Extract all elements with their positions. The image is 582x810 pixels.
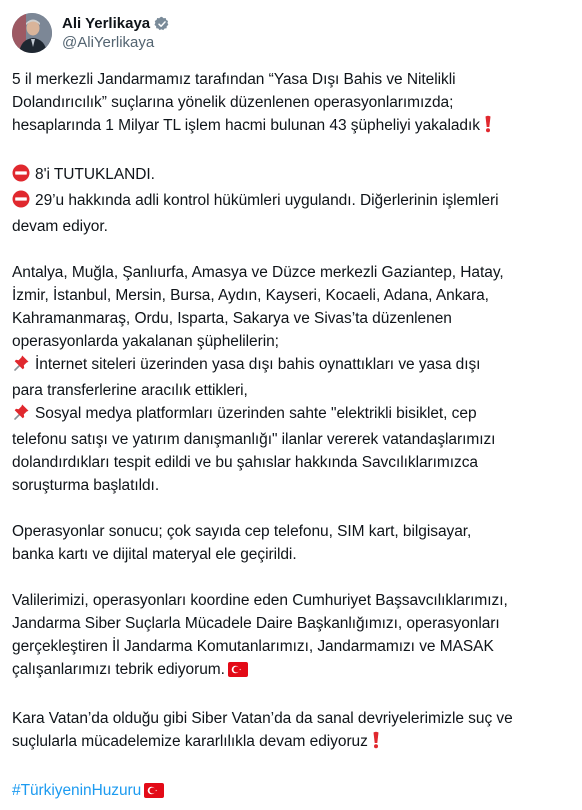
tweet-text: [12, 68, 574, 805]
pushpin-icon: [12, 403, 30, 428]
turkey-flag-icon: [144, 782, 164, 805]
text-line: Kara Vatan’da olduğu gibi Siber Vatan’da da sanal devriyelerimizle suç ve: [12, 710, 513, 727]
text-line: İzmir, İstanbul, Mersin, Bursa, Aydın, Kayseri, Kocaeli, Adana, Ankara,: [12, 287, 489, 304]
text-line: [12, 353, 574, 379]
text-line: Dolandırıcılık” suçlarına yönelik düzenlenen operasyonlarımızda;: [12, 94, 454, 111]
text-line: telefonu satışı ve yatırım danışmanlığı" ilanlar vererek vatandaşlarımızı: [12, 431, 496, 448]
author-handle[interactable]: @AliYerlikaya: [62, 34, 155, 51]
closing-paragraph: [12, 707, 574, 756]
text-span: İnternet siteleri üzerinden yasa dışı bahis oynattıkları ve yasa dışı: [35, 356, 481, 373]
text-line: soruşturma başlatıldı.: [12, 477, 160, 494]
text-line: Antalya, Muğla, Şanlıurfa, Amasya ve Düzce merkezli Gaziantep, Hatay,: [12, 264, 504, 281]
text-line: Jandarma Siber Suçlarla Mücadele Daire Başkanlığımızı, operasyonları: [12, 615, 500, 632]
text-line: [12, 189, 574, 215]
author-names: [62, 14, 170, 52]
text-line: Kahramanmaraş, Ordu, Isparta, Sakarya ve Sivas’ta düzenlenen: [12, 310, 452, 327]
verified-badge-icon: [154, 16, 170, 32]
exclamation-icon: [371, 731, 381, 756]
text-line: banka kartı ve dijital materyal ele geçirildi.: [12, 546, 297, 563]
text-line: dolandırdıkları tespit edildi ve bu şahıslar hakkında Savcılıklarımızca: [12, 454, 478, 471]
text-line: gerçekleştiren İl Jandarma Komutanlarımızı, Jandarmamızı ve MASAK: [12, 638, 494, 655]
text-line: Operasyonlar sonucu; çok sayıda cep telefonu, SIM kart, bilgisayar,: [12, 523, 472, 540]
text-line: [12, 402, 574, 428]
text-span: çalışanlarımızı tebrik ediyorum.: [12, 661, 225, 678]
display-name[interactable]: Ali Yerlikaya: [62, 15, 151, 32]
text-span: 8'i TUTUKLANDI.: [35, 166, 155, 183]
pushpin-icon: [12, 354, 30, 379]
turkey-flag-icon: [228, 661, 248, 684]
text-line: 5 il merkezli Jandarmamız tarafından “Yasa Dışı Bahis ve Nitelikli: [12, 71, 456, 88]
seized-paragraph: [12, 520, 574, 566]
hashtag-paragraph: [12, 779, 574, 805]
name-row: [62, 14, 170, 33]
hashtag-link[interactable]: #TürkiyeninHuzuru: [12, 782, 142, 799]
tweet-header: [12, 10, 170, 56]
text-line: [12, 114, 574, 140]
thanks-paragraph: [12, 589, 574, 684]
text-line: devam ediyor.: [12, 218, 108, 235]
no-entry-icon: [12, 190, 30, 215]
text-span: Sosyal medya platformları üzerinden sahte "elektrikli bisiklet, cep: [35, 405, 477, 422]
text-span: hesaplarında 1 Milyar TL işlem hacmi bulunan 43 şüpheliyi yakaladık: [12, 117, 480, 134]
text-line: [12, 658, 574, 684]
methods-paragraph: [12, 261, 574, 497]
text-span: 29’u hakkında adli kontrol hükümleri uygulandı. Diğerlerinin işlemleri: [35, 192, 499, 209]
text-line: [12, 163, 574, 189]
text-line: para transferlerine aracılık ettikleri,: [12, 382, 248, 399]
text-line: operasyonlarda yakalanan şüphelilerin;: [12, 333, 279, 350]
avatar[interactable]: [12, 13, 52, 53]
text-line: Valilerimizi, operasyonları koordine eden Cumhuriyet Başsavcılıklarımızı,: [12, 592, 508, 609]
intro-paragraph: [12, 68, 574, 140]
text-line: [12, 730, 574, 756]
results-paragraph: [12, 163, 574, 238]
exclamation-icon: [483, 115, 493, 140]
text-span: suçlularla mücadelemize kararlılıkla devam ediyoruz: [12, 733, 368, 750]
text-line: [12, 779, 574, 805]
no-entry-icon: [12, 164, 30, 189]
